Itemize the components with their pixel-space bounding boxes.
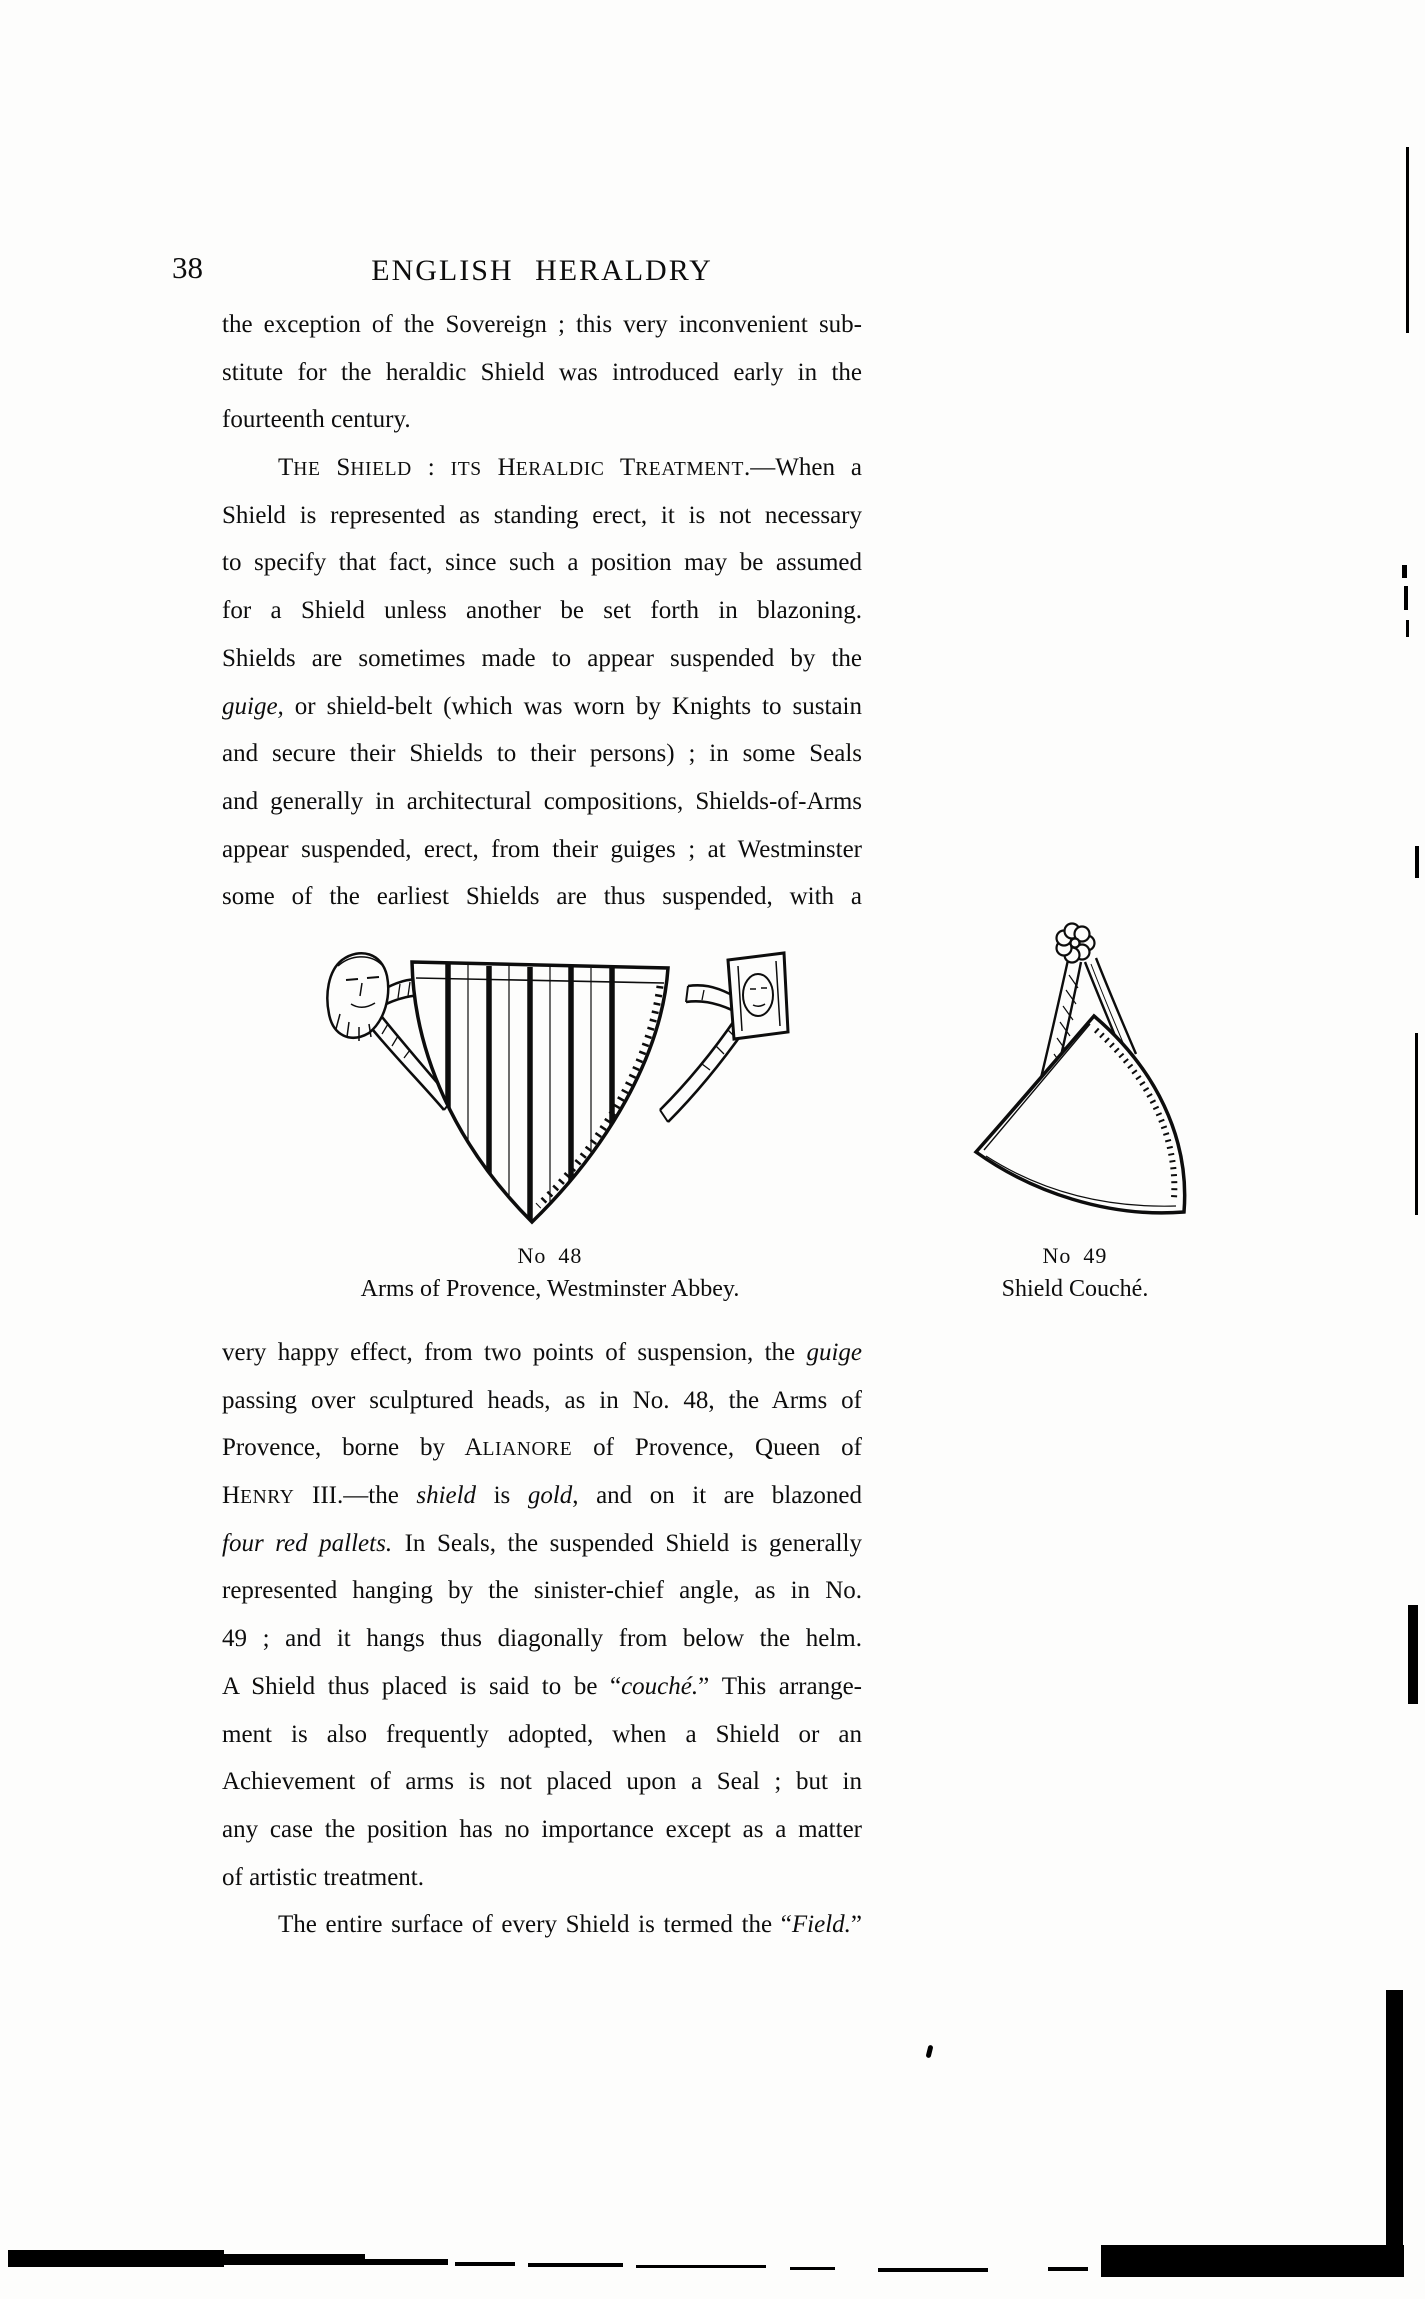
scan-artifact <box>1415 846 1419 878</box>
text-line: Shields are sometimes made to appear suspended by the <box>222 644 862 672</box>
text-line: The entire surface of every Shield is termed the “Field.” <box>278 1911 862 1939</box>
text-line: Provence, borne by ALIANORE of Provence, Queen of <box>222 1434 862 1462</box>
scan-artifact <box>878 2268 988 2272</box>
rosette <box>1057 924 1095 963</box>
scan-artifact <box>220 2254 365 2265</box>
figure-48-caption <box>290 1240 810 1306</box>
text-line: represented hanging by the sinister-chief angle, as in No. <box>222 1577 862 1605</box>
figure-48 <box>290 938 790 1234</box>
text-line: Achievement of arms is not placed upon a Seal ; but in <box>222 1768 862 1796</box>
text-line: fourteenth century. <box>222 406 411 434</box>
text-line: the exception of the Sovereign ; this very inconvenient sub- <box>222 311 862 338</box>
text-line: of artistic treatment. <box>222 1863 425 1891</box>
text-block-lower <box>222 1329 862 1949</box>
scan-artifact <box>1101 2245 1404 2277</box>
text-line: Shield is represented as standing erect, it is not necessary <box>222 501 862 529</box>
shield-guige-heads-illustration <box>290 938 790 1234</box>
scan-artifact <box>1404 586 1408 610</box>
running-header: ENGLISH HERALDRY <box>371 254 713 287</box>
figure-48-caption-title: Arms of Provence, Westminster Abbey. <box>360 1276 740 1302</box>
scan-artifact <box>636 2265 766 2268</box>
scan-artifact <box>528 2263 623 2267</box>
shield-couche-illustration <box>950 920 1210 1220</box>
paragraph-2 <box>222 444 862 921</box>
text-line: any case the position has no importance except as a matter <box>222 1815 862 1843</box>
scan-artifact <box>926 2045 934 2059</box>
scan-artifact <box>1402 565 1407 578</box>
paragraph-3 <box>222 1329 862 1901</box>
text-line: guige, or shield-belt (which was worn by Knights to sustain <box>222 692 862 720</box>
scan-artifact <box>1406 620 1409 637</box>
scan-artifact <box>1415 1033 1418 1215</box>
text-line: to specify that fact, since such a position may be assumed <box>222 549 862 577</box>
text-line: HENRY III.—the shield is gold, and on it are blazoned <box>222 1482 862 1510</box>
scan-artifact <box>790 2267 835 2270</box>
text-line: four red pallets. In Seals, the suspended Shield is generally <box>222 1529 862 1557</box>
figure-49 <box>950 920 1210 1220</box>
text-line: and secure their Shields to their persons) ; in some Seals <box>222 740 862 768</box>
text-line: ment is also frequently adopted, when a Shield or an <box>222 1720 862 1748</box>
text-line: and generally in architectural compositions, Shields-of-Arms <box>222 787 862 815</box>
scan-artifact <box>363 2259 448 2265</box>
text-line: A Shield thus placed is said to be “couché.” This arrange- <box>222 1672 862 1700</box>
scan-artifact <box>8 2250 224 2267</box>
scan-artifact <box>1386 1990 1403 2252</box>
text-line: some of the earliest Shields are thus suspended, with a <box>222 883 862 911</box>
paragraph-4 <box>222 1901 862 1949</box>
scan-artifact <box>455 2262 515 2266</box>
page-number: 38 <box>172 250 203 285</box>
figure-49-caption-number: No 49 <box>1042 1243 1108 1268</box>
text-line: passing over sculptured heads, as in No. 48, the Arms of <box>222 1386 862 1414</box>
text-block-upper <box>222 301 862 921</box>
figure-49-caption-title: Shield Couché. <box>1001 1276 1149 1302</box>
scan-artifact <box>1408 1605 1418 1704</box>
scan-artifact <box>1406 147 1409 333</box>
figure-49-caption <box>910 1240 1240 1306</box>
scan-artifact <box>1048 2267 1088 2271</box>
text-line: 49 ; and it hangs thus diagonally from below the helm. <box>222 1625 862 1653</box>
text-line: appear suspended, erect, from their guiges ; at Westminster <box>222 835 862 863</box>
text-line: for a Shield unless another be set forth in blazoning. <box>222 597 862 625</box>
text-line: stitute for the heraldic Shield was introduced early in the <box>222 358 862 386</box>
text-line: very happy effect, from two points of suspension, the guige <box>222 1339 862 1366</box>
figure-48-caption-number: No 48 <box>517 1243 583 1268</box>
paragraph-1 <box>222 301 862 444</box>
text-line: THE SHIELD : ITS HERALDIC TREATMENT.—When a <box>278 454 862 482</box>
